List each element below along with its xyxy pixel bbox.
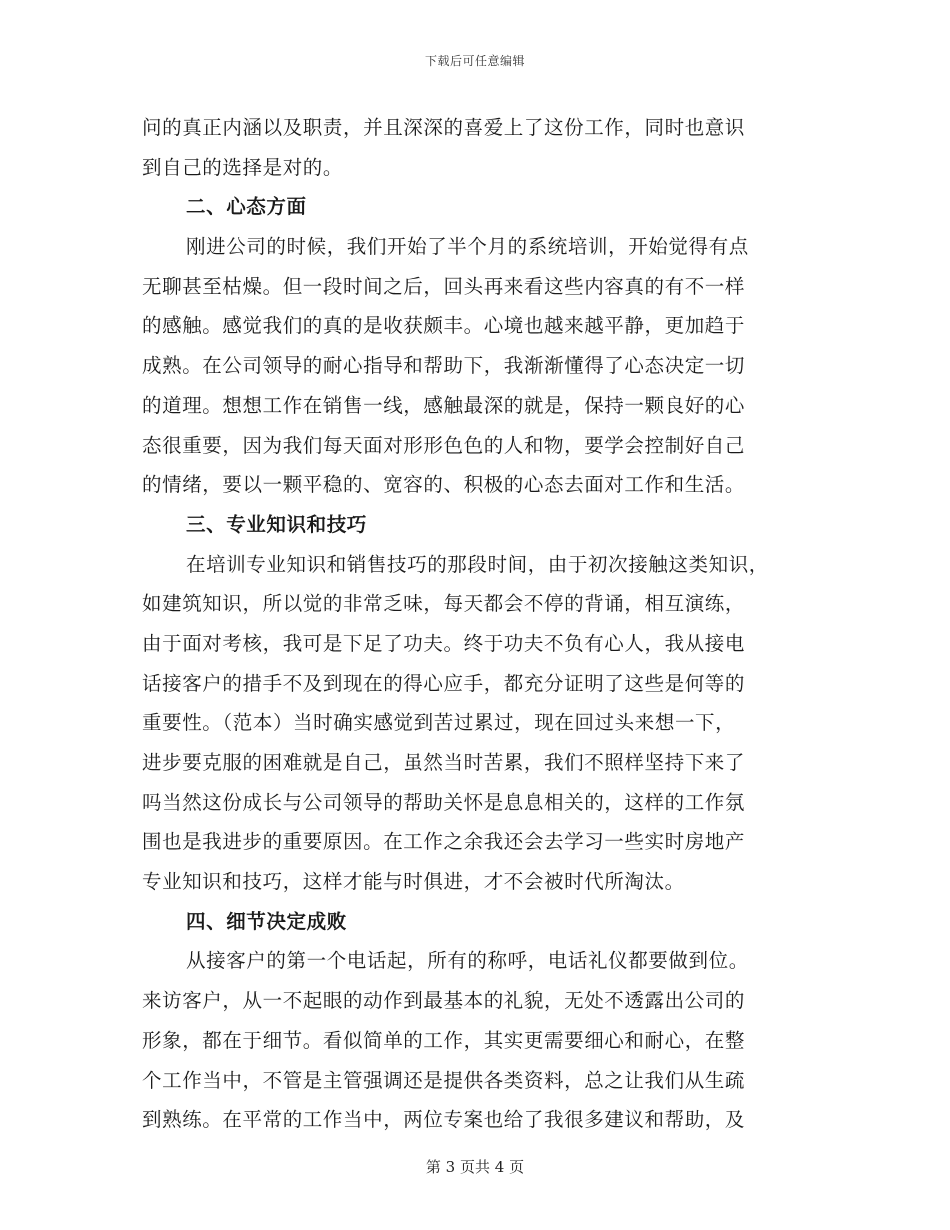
paragraph-line: 刚进公司的时候，我们开始了半个月的系统培训，开始觉得有点 <box>186 235 749 259</box>
paragraph-line: 在培训专业知识和销售技巧的那段时间，由于初次接触这类知识， <box>186 552 769 576</box>
paragraph-line: 的情绪，要以一颗平稳的、宽容的、积极的心态去面对工作和生活。 <box>142 473 746 497</box>
paragraph-line: 问的真正内涵以及职责，并且深深的喜爱上了这份工作，同时也意识 <box>142 116 746 139</box>
paragraph-line: 形象，都在于细节。看似简单的工作，其实更需要细心和耐心，在整 <box>142 1028 746 1052</box>
paragraph-line: 由于面对考核，我可是下足了功夫。终于功夫不负有心人，我从接电 <box>142 631 746 655</box>
paragraph-line: 专业知识和技巧，这样才能与时俱进，才不会被时代所淘汰。 <box>142 870 685 894</box>
paragraph-line: 来访客户，从一不起眼的动作到最基本的礼貌，无处不透露出公司的 <box>142 989 746 1013</box>
page-header: 下载后可任意编辑 <box>424 54 525 68</box>
paragraph-line: 进步要克服的困难就是自己，虽然当时苦累，我们不照样坚持下来了 <box>142 751 746 774</box>
paragraph-line: 重要性。（范本）当时确实感觉到苦过累过，现在回过头来想一下， <box>142 711 736 735</box>
paragraph-line: 到自己的选择是对的。 <box>142 155 344 179</box>
paragraph-line: 话接客户的措手不及到现在的得心应手，都充分证明了这些是何等的 <box>142 671 746 695</box>
paragraph-line: 吗当然这份成长与公司领导的帮助关怀是息息相关的，这样的工作氛 <box>142 790 746 814</box>
paragraph-line: 个工作当中，不管是主管强调还是提供各类资料，总之让我们从生疏 <box>142 1068 746 1092</box>
section-heading: 三、专业知识和技巧 <box>186 512 367 536</box>
paragraph-line: 到熟练。在平常的工作当中，两位专案也给了我很多建议和帮助，及 <box>142 1108 746 1132</box>
page-number-footer: 第 3 页共 4 页 <box>425 1158 525 1176</box>
paragraph-line: 围也是我进步的重要原因。在工作之余我还会去学习一些实时房地产 <box>142 830 746 854</box>
document-body <box>142 108 808 1140</box>
paragraph-line: 态很重要，因为我们每天面对形形色色的人和物，要学会控制好自己 <box>142 433 746 457</box>
paragraph-line: 无聊甚至枯燥。但一段时间之后，回头再来看这些内容真的有不一样 <box>142 274 746 298</box>
paragraph-line: 如建筑知识，所以觉的非常乏味，每天都会不停的背诵，相互演练， <box>142 592 746 616</box>
paragraph-line: 的感触。感觉我们的真的是收获颇丰。心境也越来越平静，更加趋于 <box>142 314 746 338</box>
section-heading: 四、细节决定成败 <box>186 909 347 933</box>
paragraph-line: 成熟。在公司领导的耐心指导和帮助下，我渐渐懂得了心态决定一切 <box>142 354 746 378</box>
section-heading: 二、心态方面 <box>186 195 307 219</box>
paragraph-line: 从接客户的第一个电话起，所有的称呼，电话礼仪都要做到位。 <box>186 949 749 973</box>
paragraph-line: 的道理。想想工作在销售一线，感触最深的就是，保持一颗良好的心 <box>142 393 746 417</box>
